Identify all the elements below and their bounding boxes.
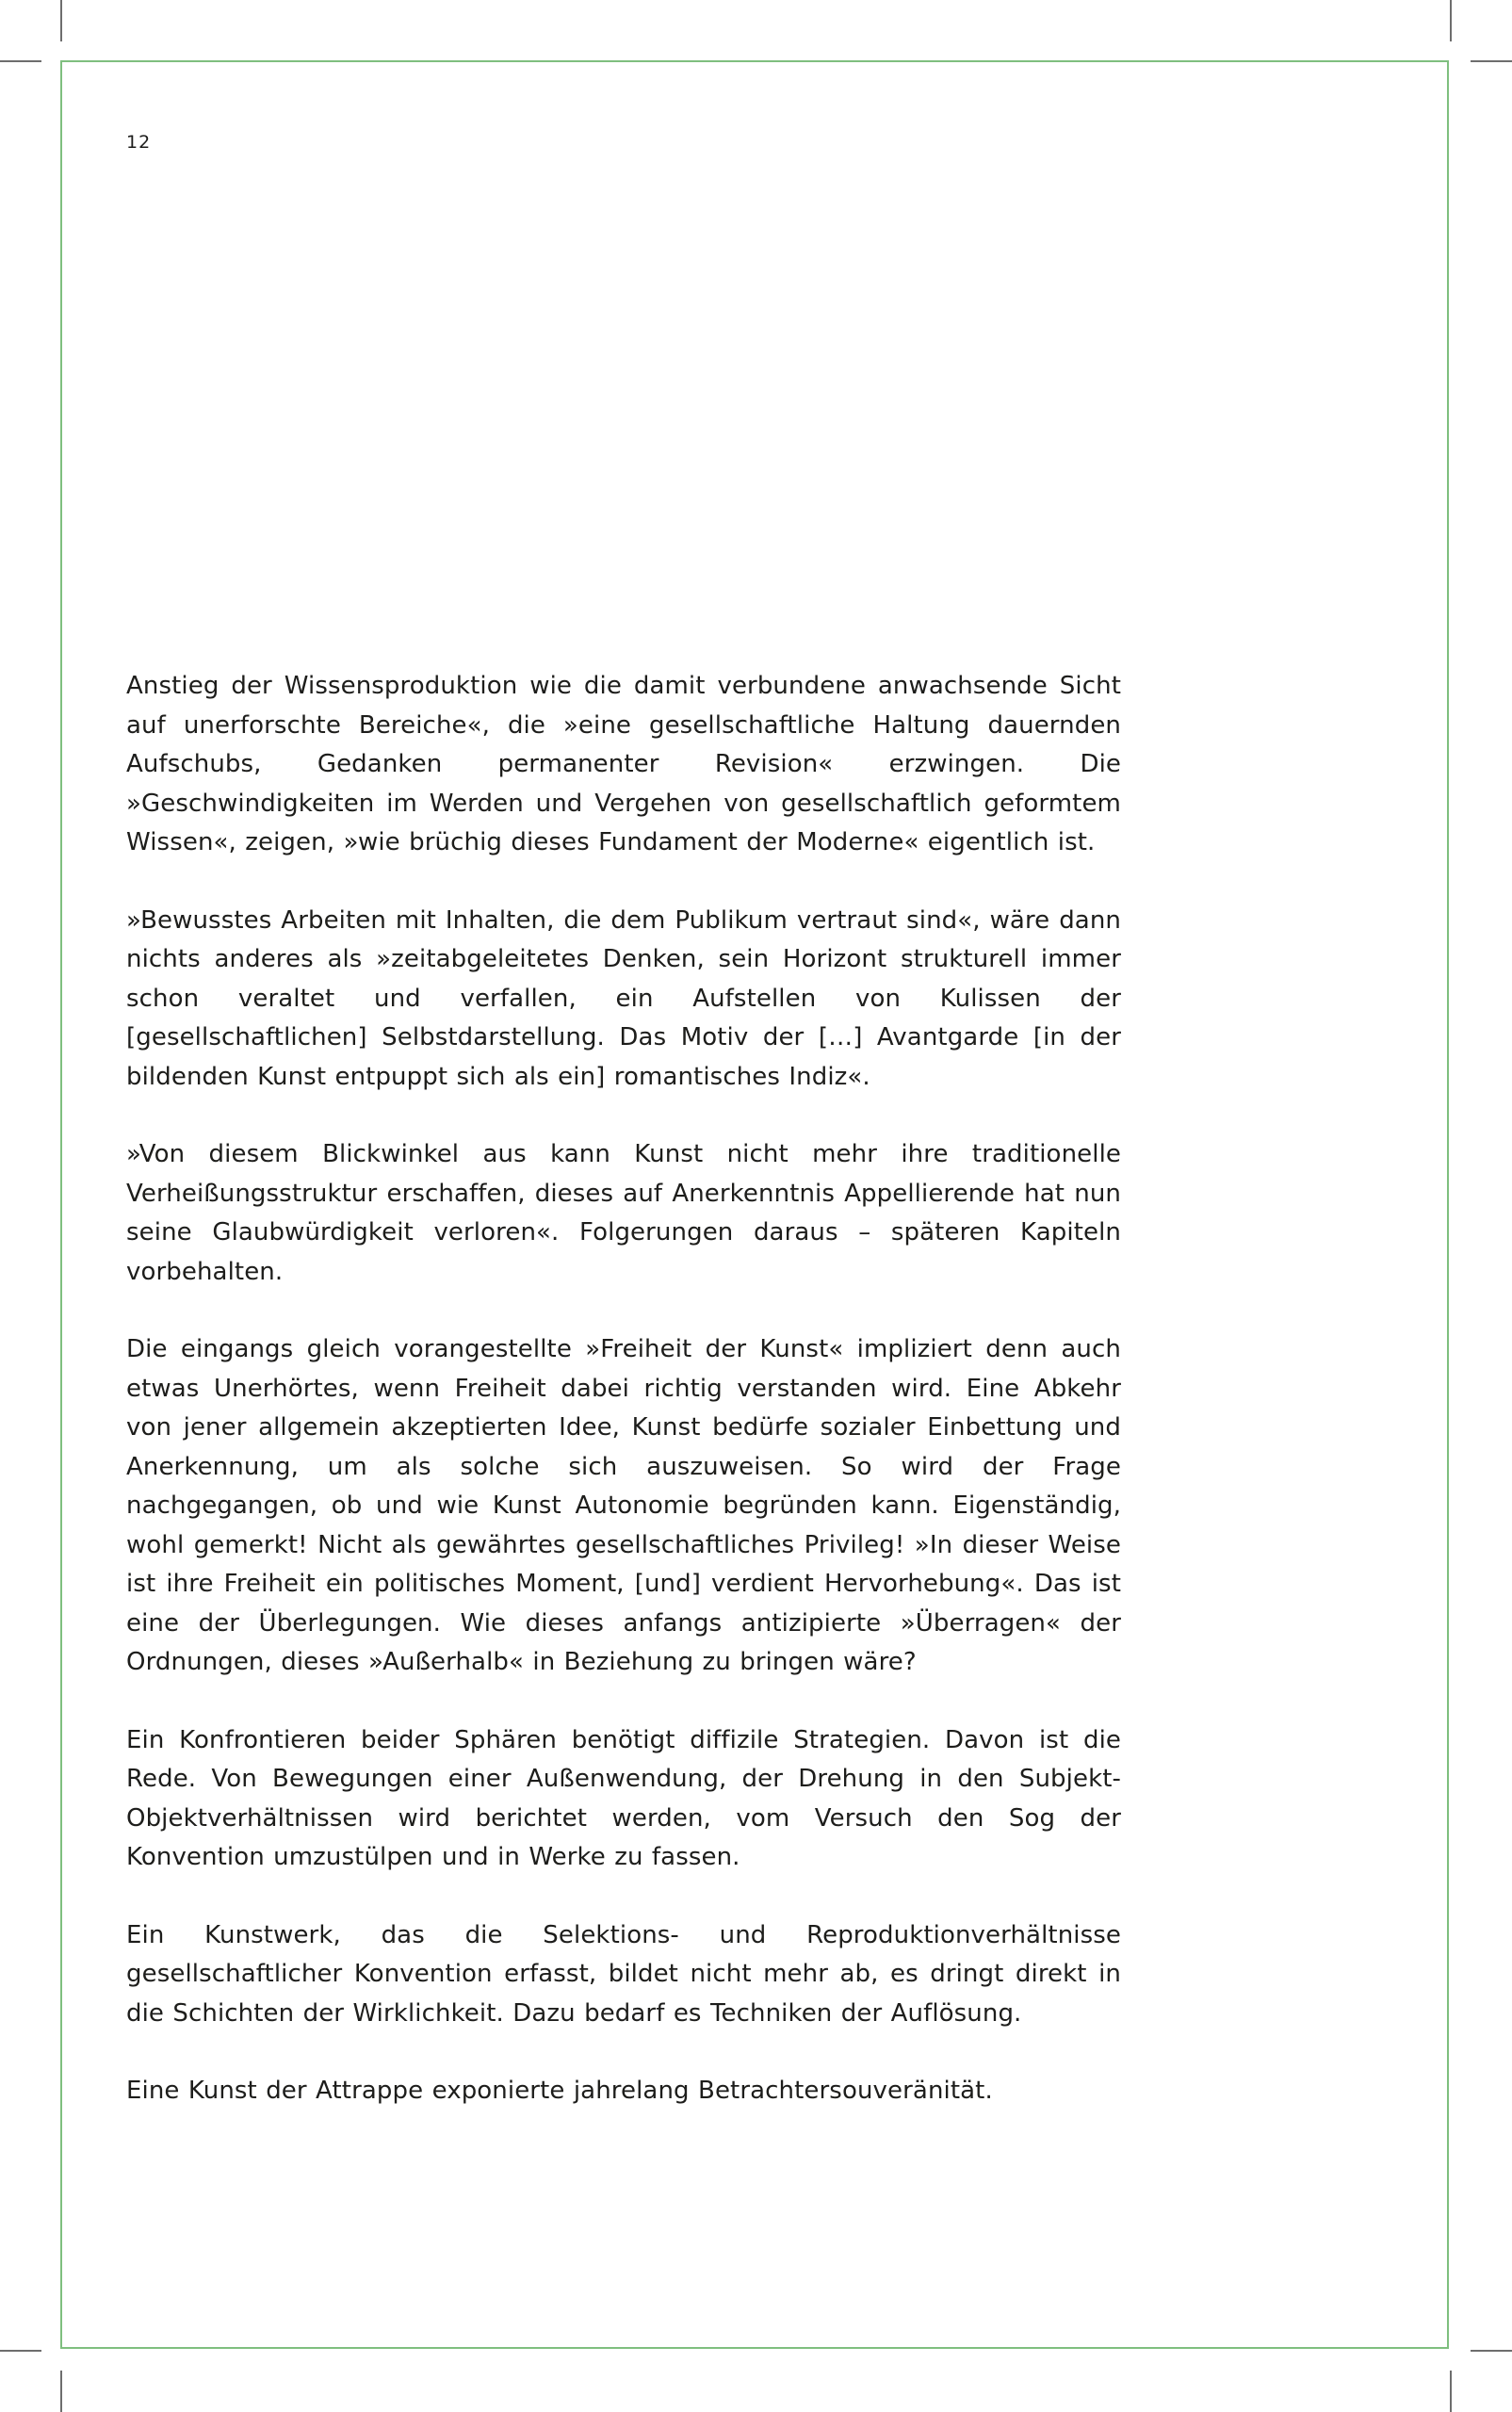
paragraph-6: Ein Kunstwerk, das die Selektions- und Reproduktionverhältnisse gesellschaftlicher Konvention erfasst, bildet nicht mehr ab, es dringt direkt in die Schichten der Wirklichkeit. Dazu bedarf es Techniken der Auflösung.	[126, 1920, 1121, 2028]
paragraph-2: »Bewusstes Arbeiten mit Inhalten, die dem Publikum vertraut sind«, wäre dann nichts anderes als »zeitabgeleitetes Denken, sein Horizont strukturell immer schon veraltet und verfallen, ein Aufstellen von Kulissen der [gesellschaftlichen] Selbstdarstellung. Das Motiv der […] Avantgarde [in der bildenden Kunst entpuppt sich als ein] romantisches Indiz«.	[126, 905, 1121, 1091]
crop-mark-bottom-left-horizontal	[0, 2350, 41, 2352]
crop-mark-bottom-right-vertical	[1450, 2371, 1452, 2412]
crop-mark-bottom-right-horizontal	[1471, 2350, 1512, 2352]
paragraph-3: »Von diesem Blickwinkel aus kann Kunst nicht mehr ihre traditionelle Verheißungsstruktur erschaffen, dieses auf Anerkenntnis Appellierende hat nun seine Glaubwürdigkeit verloren«. Folgerungen daraus – späteren Kapiteln vorbehalten.	[126, 1140, 1121, 1286]
crop-mark-bottom-left-vertical	[60, 2371, 62, 2412]
paragraph-7: Eine Kunst der Attrappe exponierte jahrelang Betrachtersouveränität.	[126, 2077, 993, 2105]
crop-mark-top-left-vertical	[60, 0, 62, 41]
body-text	[126, 667, 1121, 2150]
crop-mark-top-left-horizontal	[0, 60, 41, 62]
paragraph-5: Ein Konfrontieren beider Sphären benötigt diffizile Strategien. Davon ist die Rede. Von Bewegungen einer Außenwendung, der Drehung in den Subjekt- Objektverhältnissen wird berichtet werden, vom Versuch den Sog der Konvention umzustülpen und in Werke zu fassen.	[126, 1725, 1121, 1871]
paragraph-1: Anstieg der Wissensproduktion wie die damit verbundene anwachsende Sicht auf unerforschte Bereiche«, die »eine gesellschaftliche Haltung dauernden Aufschubs, Gedanken permanenter Revision« erzwingen. Die »Geschwindigkeiten im Werden und Vergehen von gesellschaftlich geformtem Wissen«, zeigen, »wie brüchig dieses Fundament der Moderne« eigentlich ist.	[126, 672, 1121, 856]
page-number: 12	[126, 132, 152, 153]
crop-mark-top-right-vertical	[1450, 0, 1452, 41]
paragraph-4: Die eingangs gleich vorangestellte »Freiheit der Kunst« impliziert denn auch etwas Unerhörtes, wenn Freiheit dabei richtig verstanden wird. Eine Abkehr von jener allgemein akzeptierten Idee, Kunst bedürfe sozialer Einbettung und Anerkennung, um als solche sich auszuweisen. So wird der Frage nachgegangen, ob und wie Kunst Autonomie begründen kann. Eigenständig, wohl gemerkt! Nicht als gewährtes gesellschaftliches Privileg! »In dieser Weise ist ihre Freiheit ein politisches Moment, [und] verdient Hervorhebung«. Das ist eine der Überlegungen. Wie dieses anfangs antizipierte »Überragen« der Ordnungen, dieses »Außerhalb« in Beziehung zu bringen wäre?	[126, 1335, 1121, 1676]
crop-mark-top-right-horizontal	[1471, 60, 1512, 62]
